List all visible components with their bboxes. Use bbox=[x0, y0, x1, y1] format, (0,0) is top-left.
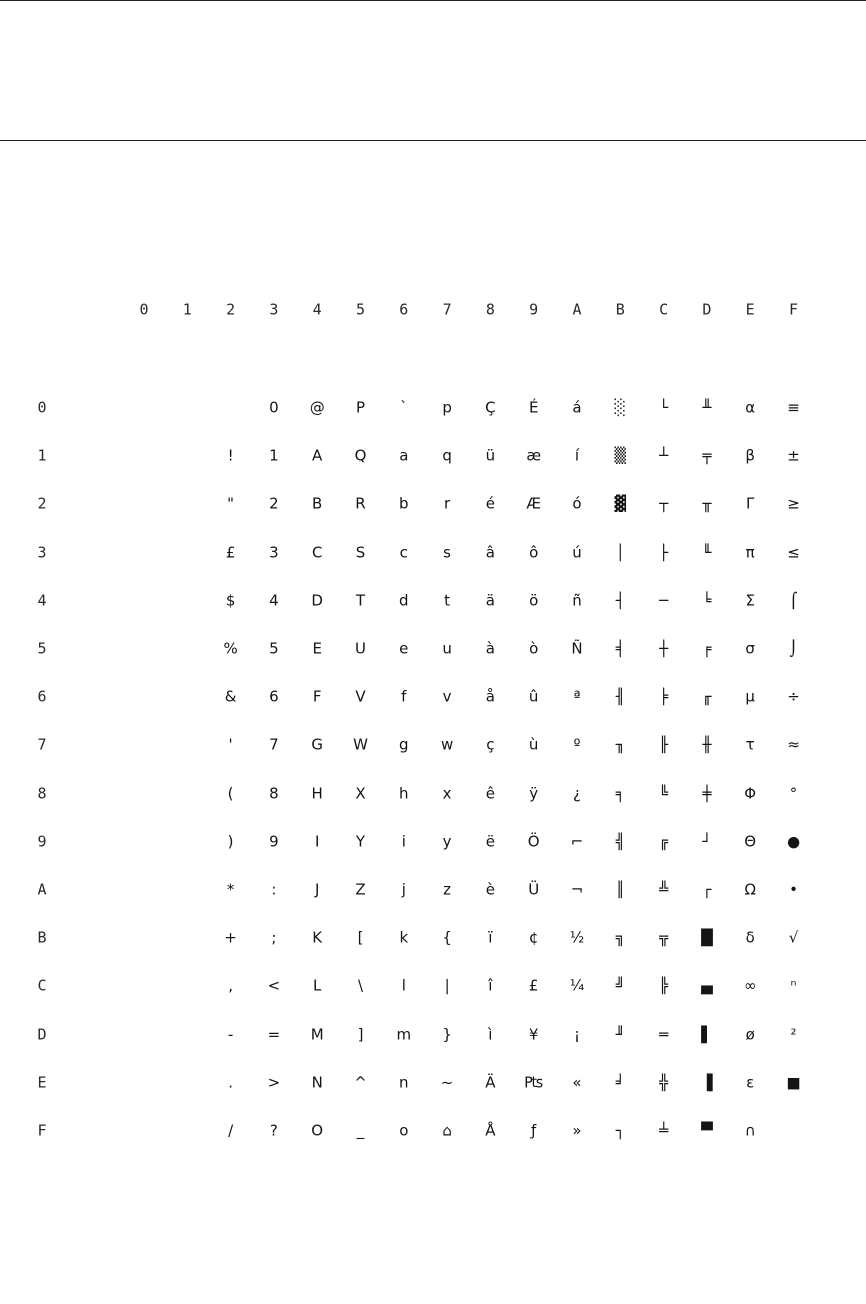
glyph-cell-B6: ╢ bbox=[615, 687, 625, 706]
glyph-cell-AC: ¼ bbox=[569, 976, 585, 995]
column-header-9: 9 bbox=[529, 300, 539, 319]
glyph-cell-B2: ▓ bbox=[614, 494, 627, 513]
glyph-cell-CC: ╠ bbox=[659, 976, 669, 995]
row-header-9: 9 bbox=[37, 832, 47, 851]
column-header-D: D bbox=[702, 300, 712, 319]
glyph-cell-3B: ; bbox=[271, 928, 277, 947]
glyph-cell-50: P bbox=[355, 398, 366, 417]
glyph-cell-EB: δ bbox=[745, 928, 755, 947]
glyph-cell-71: q bbox=[442, 446, 452, 465]
glyph-cell-78: x bbox=[442, 784, 452, 803]
glyph-cell-6C: l bbox=[401, 976, 406, 995]
glyph-cell-31: 1 bbox=[269, 446, 279, 465]
glyph-cell-85: à bbox=[485, 639, 495, 658]
glyph-cell-56: V bbox=[355, 687, 366, 706]
glyph-cell-82: é bbox=[485, 494, 496, 513]
glyph-cell-86: å bbox=[485, 687, 495, 706]
glyph-cell-2B: + bbox=[224, 928, 237, 947]
glyph-cell-88: ê bbox=[485, 784, 496, 803]
glyph-cell-BB: ╗ bbox=[615, 928, 625, 947]
glyph-cell-46: F bbox=[312, 687, 322, 706]
glyph-cell-5A: Z bbox=[355, 880, 366, 899]
row-header-6: 6 bbox=[37, 687, 47, 706]
column-header-6: 6 bbox=[399, 300, 409, 319]
glyph-cell-DF: ▀ bbox=[701, 1121, 713, 1140]
glyph-cell-E9: Θ bbox=[744, 832, 757, 851]
glyph-cell-FE: ■ bbox=[786, 1073, 801, 1092]
glyph-cell-C7: ╟ bbox=[659, 735, 669, 754]
glyph-cell-77: w bbox=[440, 735, 454, 754]
glyph-cell-98: ÿ bbox=[529, 784, 539, 803]
glyph-cell-5D: ] bbox=[357, 1025, 364, 1044]
column-header-B: B bbox=[615, 300, 625, 319]
glyph-cell-6F: o bbox=[399, 1121, 409, 1140]
glyph-cell-9F: ƒ bbox=[531, 1121, 537, 1140]
glyph-cell-EE: ε bbox=[746, 1073, 755, 1092]
glyph-cell-DA: ┌ bbox=[702, 880, 712, 899]
glyph-cell-64: d bbox=[399, 591, 409, 610]
glyph-cell-B1: ▒ bbox=[614, 446, 627, 465]
glyph-cell-24: $ bbox=[225, 591, 236, 610]
glyph-cell-6E: n bbox=[399, 1073, 409, 1092]
glyph-cell-F1: ± bbox=[787, 446, 800, 465]
glyph-cell-B7: ╖ bbox=[615, 735, 625, 754]
glyph-cell-A3: ú bbox=[572, 543, 582, 562]
glyph-cell-F4: ⌠ bbox=[789, 591, 798, 610]
glyph-cell-69: i bbox=[401, 832, 406, 851]
glyph-cell-22: " bbox=[227, 494, 235, 513]
glyph-cell-36: 6 bbox=[269, 687, 279, 706]
glyph-cell-CA: ╩ bbox=[659, 880, 669, 899]
glyph-cell-B8: ╕ bbox=[615, 784, 625, 803]
glyph-cell-AB: ½ bbox=[569, 928, 585, 947]
column-header-C: C bbox=[659, 300, 669, 319]
glyph-cell-70: p bbox=[442, 398, 452, 417]
glyph-cell-B3: │ bbox=[615, 543, 625, 562]
glyph-cell-54: T bbox=[355, 591, 366, 610]
glyph-cell-44: D bbox=[311, 591, 323, 610]
glyph-cell-8E: Ä bbox=[485, 1073, 496, 1092]
column-header-F: F bbox=[788, 300, 799, 319]
glyph-cell-9B: ¢ bbox=[528, 928, 539, 947]
row-header-D: D bbox=[37, 1025, 47, 1044]
column-header-3: 3 bbox=[269, 300, 279, 319]
glyph-cell-38: 8 bbox=[269, 784, 279, 803]
glyph-cell-39: 9 bbox=[269, 832, 279, 851]
glyph-cell-7A: z bbox=[443, 880, 452, 899]
glyph-cell-2D: - bbox=[227, 1025, 234, 1044]
glyph-cell-26: & bbox=[224, 687, 237, 706]
glyph-cell-72: r bbox=[444, 494, 451, 513]
glyph-cell-96: û bbox=[528, 687, 539, 706]
glyph-cell-AA: ¬ bbox=[570, 880, 584, 899]
column-header-8: 8 bbox=[485, 300, 495, 319]
glyph-cell-7F: ⌂ bbox=[442, 1121, 452, 1140]
glyph-cell-A1: í bbox=[574, 446, 580, 465]
glyph-cell-2C: , bbox=[228, 976, 233, 995]
glyph-cell-40: @ bbox=[309, 398, 325, 417]
glyph-cell-DD: ▌ bbox=[701, 1025, 713, 1044]
glyph-cell-8A: è bbox=[485, 880, 496, 899]
glyph-cell-6A: j bbox=[401, 880, 406, 899]
glyph-cell-80: Ç bbox=[485, 398, 496, 417]
glyph-cell-60: ` bbox=[400, 398, 408, 417]
row-header-7: 7 bbox=[37, 735, 47, 754]
column-header-5: 5 bbox=[355, 300, 366, 319]
glyph-cell-D6: ╓ bbox=[702, 687, 712, 706]
glyph-cell-41: A bbox=[312, 446, 323, 465]
glyph-cell-7B: { bbox=[442, 928, 452, 947]
glyph-cell-FA: • bbox=[789, 880, 798, 899]
glyph-cell-BE: ╛ bbox=[615, 1073, 625, 1092]
glyph-cell-A5: Ñ bbox=[571, 639, 583, 658]
glyph-cell-E1: β bbox=[745, 446, 755, 465]
glyph-cell-68: h bbox=[399, 784, 409, 803]
glyph-cell-C5: ┼ bbox=[659, 639, 669, 658]
glyph-cell-2E: . bbox=[228, 1073, 233, 1092]
glyph-cell-F9: ● bbox=[786, 832, 801, 851]
glyph-cell-8B: ï bbox=[488, 928, 493, 947]
glyph-cell-3A: : bbox=[271, 880, 277, 899]
glyph-cell-92: Æ bbox=[526, 494, 541, 513]
glyph-cell-42: B bbox=[312, 494, 323, 513]
glyph-cell-3F: ? bbox=[269, 1121, 278, 1140]
glyph-cell-73: s bbox=[443, 543, 452, 562]
glyph-cell-89: ë bbox=[485, 832, 496, 851]
glyph-cell-C2: ┬ bbox=[659, 494, 669, 513]
glyph-cell-8F: Å bbox=[485, 1121, 496, 1140]
glyph-cell-A6: ª bbox=[573, 687, 581, 706]
glyph-cell-83: â bbox=[485, 543, 495, 562]
glyph-cell-43: C bbox=[311, 543, 323, 562]
glyph-cell-C3: ├ bbox=[659, 543, 669, 562]
glyph-cell-5F: _ bbox=[356, 1121, 365, 1140]
glyph-cell-4F: O bbox=[311, 1121, 324, 1140]
glyph-cell-2F: / bbox=[228, 1121, 234, 1140]
glyph-cell-7C: | bbox=[444, 976, 450, 995]
glyph-cell-47: G bbox=[311, 735, 323, 754]
glyph-cell-E8: Φ bbox=[744, 784, 757, 803]
glyph-cell-F3: ≤ bbox=[787, 543, 800, 562]
glyph-cell-A0: á bbox=[572, 398, 582, 417]
column-header-7: 7 bbox=[442, 300, 452, 319]
glyph-cell-BA: ║ bbox=[615, 880, 625, 899]
glyph-cell-D3: ╙ bbox=[702, 543, 712, 562]
glyph-cell-95: ò bbox=[529, 639, 539, 658]
glyph-cell-DB: █ bbox=[701, 928, 713, 947]
glyph-cell-FD: ² bbox=[790, 1025, 797, 1044]
glyph-cell-6D: m bbox=[396, 1025, 412, 1044]
glyph-cell-35: 5 bbox=[269, 639, 279, 658]
glyph-cell-C4: ─ bbox=[659, 591, 669, 610]
glyph-cell-5B: [ bbox=[357, 928, 364, 947]
glyph-cell-32: 2 bbox=[269, 494, 279, 513]
glyph-cell-A4: ñ bbox=[572, 591, 582, 610]
row-header-A: A bbox=[37, 880, 47, 899]
glyph-cell-CF: ╧ bbox=[659, 1121, 669, 1140]
glyph-cell-D8: ╪ bbox=[702, 784, 712, 803]
glyph-cell-84: ä bbox=[485, 591, 495, 610]
glyph-cell-F6: ÷ bbox=[787, 687, 800, 706]
glyph-cell-34: 4 bbox=[269, 591, 279, 610]
glyph-cell-94: ö bbox=[529, 591, 539, 610]
glyph-cell-AF: » bbox=[572, 1121, 582, 1140]
row-header-5: 5 bbox=[37, 639, 47, 658]
glyph-cell-5E: ^ bbox=[354, 1073, 367, 1092]
glyph-cell-AE: « bbox=[572, 1073, 582, 1092]
glyph-cell-49: I bbox=[314, 832, 320, 851]
glyph-cell-59: Y bbox=[355, 832, 366, 851]
glyph-cell-E3: π bbox=[745, 543, 755, 562]
glyph-cell-9C: £ bbox=[528, 976, 539, 995]
glyph-cell-23: £ bbox=[225, 543, 236, 562]
row-header-F: F bbox=[37, 1121, 47, 1140]
glyph-cell-B4: ┤ bbox=[615, 591, 625, 610]
glyph-cell-E6: µ bbox=[745, 687, 755, 706]
row-header-3: 3 bbox=[37, 543, 47, 562]
glyph-cell-25: % bbox=[223, 639, 238, 658]
row-header-2: 2 bbox=[37, 494, 47, 513]
glyph-cell-28: ( bbox=[227, 784, 234, 803]
glyph-cell-E2: Γ bbox=[746, 494, 755, 513]
glyph-cell-D0: ╨ bbox=[702, 398, 712, 417]
glyph-cell-E4: Σ bbox=[745, 591, 755, 610]
glyph-cell-C9: ╔ bbox=[659, 832, 669, 851]
glyph-cell-FC: ⁿ bbox=[790, 976, 797, 995]
glyph-cell-7E: ~ bbox=[440, 1073, 454, 1092]
glyph-cell-45: E bbox=[312, 639, 322, 658]
glyph-cell-B9: ╣ bbox=[615, 832, 625, 851]
column-header-0: 0 bbox=[139, 300, 149, 319]
glyph-cell-51: Q bbox=[354, 446, 367, 465]
glyph-cell-3E: > bbox=[267, 1073, 281, 1092]
glyph-cell-D9: ┘ bbox=[702, 832, 712, 851]
glyph-cell-37: 7 bbox=[269, 735, 279, 754]
row-header-8: 8 bbox=[37, 784, 47, 803]
row-header-E: E bbox=[37, 1073, 47, 1092]
glyph-cell-B0: ░ bbox=[614, 398, 627, 417]
glyph-cell-66: f bbox=[401, 687, 407, 706]
glyph-cell-F7: ≈ bbox=[787, 735, 800, 754]
glyph-cell-E5: σ bbox=[745, 639, 755, 658]
glyph-cell-61: a bbox=[399, 446, 409, 465]
glyph-cell-ED: ø bbox=[745, 1025, 755, 1044]
glyph-cell-57: W bbox=[353, 735, 368, 754]
glyph-cell-D1: ╤ bbox=[702, 446, 712, 465]
glyph-cell-90: É bbox=[528, 398, 539, 417]
glyph-cell-EA: Ω bbox=[744, 880, 756, 899]
glyph-cell-30: 0 bbox=[269, 398, 279, 417]
glyph-cell-BC: ╝ bbox=[615, 976, 625, 995]
column-header-2: 2 bbox=[226, 300, 236, 319]
glyph-cell-CB: ╦ bbox=[659, 928, 669, 947]
glyph-cell-C1: ┴ bbox=[659, 446, 669, 465]
glyph-cell-4B: K bbox=[312, 928, 323, 947]
column-header-1: 1 bbox=[182, 300, 192, 319]
column-header-A: A bbox=[572, 300, 582, 319]
glyph-cell-53: S bbox=[355, 543, 366, 562]
glyph-cell-A8: ¿ bbox=[573, 784, 581, 803]
glyph-cell-DE: ▐ bbox=[701, 1073, 713, 1092]
glyph-cell-9A: Ü bbox=[528, 880, 540, 899]
glyph-cell-A7: º bbox=[573, 735, 581, 754]
glyph-cell-7D: } bbox=[442, 1025, 452, 1044]
glyph-cell-4D: M bbox=[310, 1025, 324, 1044]
glyph-cell-8C: î bbox=[488, 976, 493, 995]
row-header-B: B bbox=[37, 928, 47, 947]
glyph-cell-76: v bbox=[442, 687, 452, 706]
glyph-cell-99: Ö bbox=[527, 832, 540, 851]
glyph-cell-B5: ╡ bbox=[615, 639, 625, 658]
glyph-cell-EC: ∞ bbox=[743, 976, 757, 995]
glyph-cell-67: g bbox=[399, 735, 409, 754]
glyph-cell-2A: * bbox=[226, 880, 235, 899]
glyph-cell-C0: └ bbox=[659, 398, 669, 417]
glyph-cell-F5: ⌡ bbox=[789, 639, 798, 658]
glyph-cell-BD: ╜ bbox=[615, 1025, 625, 1044]
glyph-cell-4C: L bbox=[313, 976, 322, 995]
glyph-cell-F2: ≥ bbox=[787, 494, 800, 513]
glyph-cell-62: b bbox=[399, 494, 409, 513]
glyph-cell-6B: k bbox=[399, 928, 409, 947]
row-header-C: C bbox=[37, 976, 47, 995]
glyph-cell-65: e bbox=[399, 639, 409, 658]
glyph-cell-4E: N bbox=[311, 1073, 323, 1092]
glyph-cell-DC: ▄ bbox=[701, 976, 713, 995]
glyph-cell-8D: ì bbox=[488, 1025, 493, 1044]
glyph-cell-5C: \ bbox=[357, 976, 364, 995]
glyph-cell-D2: ╥ bbox=[702, 494, 712, 513]
glyph-cell-52: R bbox=[355, 494, 366, 513]
row-header-1: 1 bbox=[37, 446, 47, 465]
glyph-cell-93: ô bbox=[529, 543, 539, 562]
glyph-cell-27: ' bbox=[228, 735, 233, 754]
glyph-cell-81: ü bbox=[485, 446, 496, 465]
glyph-cell-48: H bbox=[311, 784, 323, 803]
row-header-4: 4 bbox=[37, 591, 47, 610]
glyph-cell-CE: ╬ bbox=[659, 1073, 669, 1092]
glyph-cell-63: c bbox=[399, 543, 408, 562]
column-header-4: 4 bbox=[312, 300, 322, 319]
glyph-cell-F8: ° bbox=[789, 784, 798, 803]
glyph-cell-4A: J bbox=[314, 880, 320, 899]
glyph-cell-75: u bbox=[442, 639, 452, 658]
glyph-cell-3D: = bbox=[267, 1025, 281, 1044]
column-header-E: E bbox=[745, 300, 755, 319]
glyph-cell-33: 3 bbox=[269, 543, 279, 562]
glyph-cell-D5: ╒ bbox=[702, 639, 712, 658]
glyph-cell-91: æ bbox=[526, 446, 542, 465]
glyph-cell-E0: α bbox=[745, 398, 756, 417]
glyph-cell-A2: ó bbox=[572, 494, 582, 513]
glyph-cell-21: ! bbox=[227, 446, 234, 465]
glyph-cell-A9: ⌐ bbox=[570, 832, 584, 851]
glyph-cell-79: y bbox=[442, 832, 452, 851]
glyph-cell-C8: ╚ bbox=[659, 784, 669, 803]
glyph-cell-D7: ╫ bbox=[702, 735, 712, 754]
glyph-cell-EF: ∩ bbox=[744, 1121, 756, 1140]
glyph-cell-55: U bbox=[355, 639, 366, 658]
row-header-0: 0 bbox=[37, 398, 47, 417]
glyph-cell-29: ) bbox=[227, 832, 234, 851]
glyph-cell-97: ù bbox=[528, 735, 539, 754]
glyph-cell-87: ç bbox=[486, 735, 495, 754]
glyph-cell-F0: ≡ bbox=[787, 398, 800, 417]
glyph-cell-E7: τ bbox=[745, 735, 755, 754]
glyph-cell-BF: ┐ bbox=[615, 1121, 625, 1140]
glyph-cell-58: X bbox=[355, 784, 366, 803]
glyph-cell-FB: √ bbox=[788, 928, 799, 947]
glyph-cell-C6: ╞ bbox=[659, 687, 669, 706]
glyph-cell-74: t bbox=[444, 591, 451, 610]
glyph-cell-AD: ¡ bbox=[573, 1025, 581, 1044]
glyph-cell-D4: ╘ bbox=[702, 591, 712, 610]
glyph-cell-CD: ═ bbox=[659, 1025, 669, 1044]
glyph-cell-9E: ₧ bbox=[524, 1073, 544, 1092]
glyph-cell-9D: ¥ bbox=[528, 1025, 539, 1044]
glyph-cell-3C: < bbox=[267, 976, 281, 995]
